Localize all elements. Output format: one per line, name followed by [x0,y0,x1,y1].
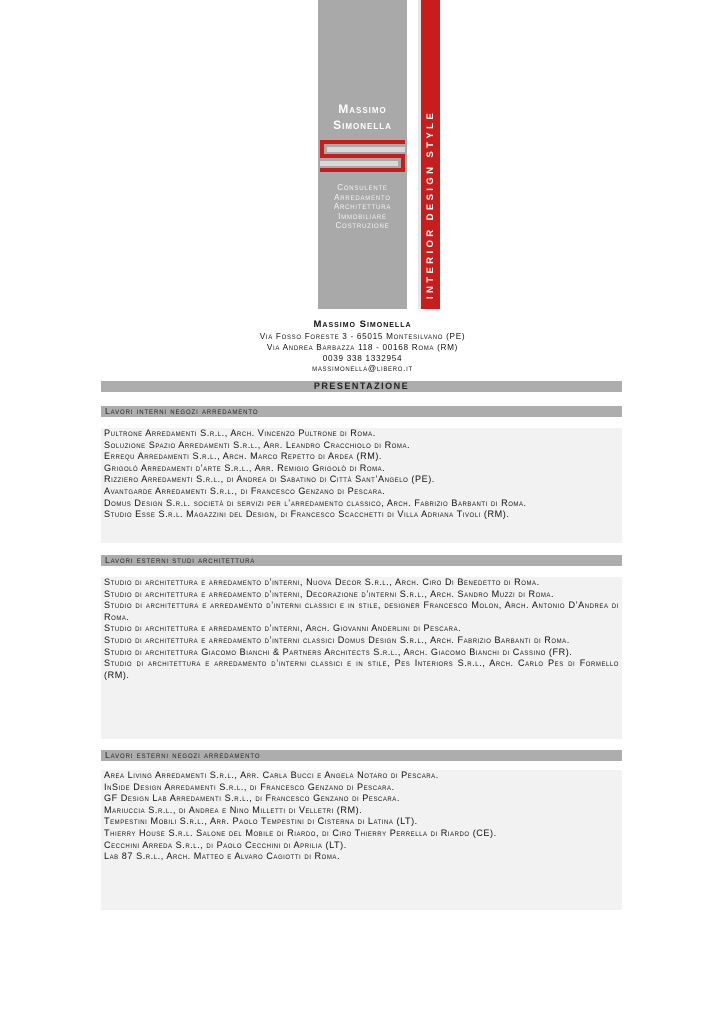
list-item: Avantgarde Arredamenti S.r.l., di Francesco Genzano di Pescara. [104,485,386,496]
list-item: Area Living Arredamenti S.r.l., Arr. Carla Bucci e Angela Notaro di Pescara. [104,770,439,780]
section-body-esterni-negozi [101,770,622,910]
logo-vertical-slogan-text: INTERIOR DESIGN STYLE [425,109,437,300]
section-heading-esterni-studi: Lavori esterni studi architettura [101,555,622,566]
list-item: Lab 87 S.r.l., Arch. Matteo e Alvaro Cagiotti di Roma. [104,851,341,862]
list-item: Cecchini Arreda S.r.l., di Paolo Cecchini di Aprilia (LT). [104,839,347,850]
section-heading-interni-negozi: Lavori interni negozi arredamento [101,406,622,417]
list-item: Soluzione Spazio Arredamenti S.r.l., Arr. Leandro Cracchiolo di Roma. [104,439,411,450]
logo-tagline-1: Consulente [337,183,388,192]
logo-tagline-5: Costruzione [335,221,390,230]
logo-tagline-2: Arredamento [334,193,391,202]
logo-monogram-icon [318,140,407,172]
logo-vertical-slogan [421,100,440,309]
list-item: Mariuccia S.r.l., di Andrea e Nino Milletti di Velletri (RM). [104,804,363,815]
list-item: Studio Esse S.r.l. Magazzini del Design, di Francesco Scacchetti di Villa Adriana Tivoli (RM). [104,509,510,520]
section-body-esterni-studi [101,577,622,739]
list-item: Studio di architettura Giacomo Bianchi & Partners Architects S.r.l., Arch. Giacomo Bianchi di Cassino (FR). [104,646,573,657]
list-item: Studio di architettura e arredamento d’interni classici Domus Design S.r.l., Arch. Fabrizio Barbanti di Roma. [104,634,570,645]
logo-name-first: Massimo [338,102,387,116]
section-body-interni-negozi [101,428,622,543]
logo-tagline-4: Immobiliare [338,212,387,221]
contact-email[interactable]: massimonella@libero.it [312,364,413,373]
list-item: Studio di architettura e arredamento d’interni, Arch. Giovanni Anderlini di Pescara. [104,623,462,634]
list-item: Studio di architettura e arredamento d’interni, Decorazione d’interni S.r.l., Arch. Sandro Muzzi di Roma. [104,588,555,599]
list-item: Pultrone Arredamenti S.r.l., Arch. Vincenzo Pultrone di Roma. [104,428,376,438]
list-item: Studio di architettura e arredamento d’interni classici e in stile, designer Francesco Molon, Arch. Antonio D’Andrea di Roma. [104,600,619,622]
list-item: InSide Design Arredamenti S.r.l., di Francesco Genzano di Pescara. [104,781,395,792]
list-item: Studio di architettura e arredamento d’interni, Nuova Decor S.r.l., Arch. Ciro Di Benedetto di Roma. [104,577,540,587]
list-item: Grigolò Arredamenti d’arte S.r.l., Arr. Remigio Grigolò di Roma. [104,462,386,473]
contact-phone: 0039 338 1332954 [322,354,403,363]
list-item: Rizziero Arredamenti S.r.l., di Andrea di Sabatino di Città Sant’Angelo (PE). [104,474,435,485]
contact-name: Massimo Simonella [313,319,412,330]
contact-address-2: Via Andrea Barbazza 118 - 00168 Roma (RM) [266,343,459,352]
list-item: GF Design Lab Arredamenti S.r.l., di Francesco Genzano di Pescara. [104,793,400,804]
list-item: Thierry House S.r.l. Salone del Mobile di Riardo, di Ciro Thierry Perrella di Riardo (CE). [104,827,497,838]
list-item: Studio di architettura e arredamento d’interni classici e in stile, Pes Interiors S.r.l., Arch. Carlo Pes di Formello (RM). [104,658,619,680]
list-item: Domus Design S.r.l. società di servizi per l’arredamento classico, Arch. Fabrizio Barbanti di Roma. [104,497,527,508]
logo-tagline-3: Architettura [333,202,392,211]
list-item: Errequ Arredamenti S.r.l., Arch. Marco Repetto di Ardea (RM). [104,451,382,462]
page-title: PRESENTAZIONE [101,381,622,392]
list-item: Tempestini Mobili S.r.l., Arr. Paolo Tempestini di Cisterna di Latina (LT). [104,816,418,827]
section-heading-esterni-negozi: Lavori esterni negozi arredamento [101,750,622,761]
contact-address-1: Via Fosso Foreste 3 - 65015 Montesilvano (PE) [259,332,466,341]
logo-name-last: Simonella [333,118,392,132]
